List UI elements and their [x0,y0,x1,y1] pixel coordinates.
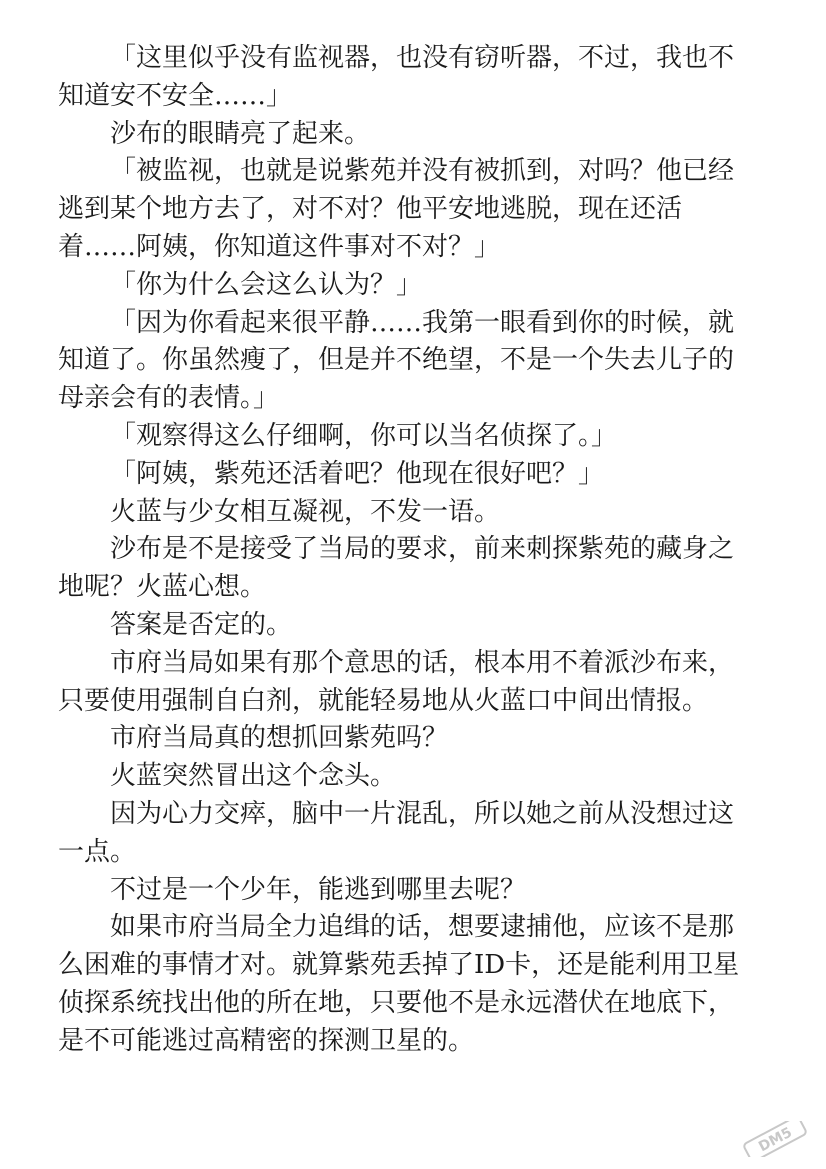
paragraph-12: 市府当局真的想抓回紫苑吗？ [110,723,449,754]
paragraph-3: 「被监视，也就是说紫苑并没有被抓到，对吗？他已经 逃到某个地方去了，对不对？他平安地逃脱，现在还活 着……阿姨，你知道这件事对不对？」 [58,156,735,262]
body-text [58,40,758,1061]
paragraph-2: 沙布的眼睛亮了起来。 [110,118,371,149]
paragraph-1: 「这里似乎没有监视器，也没有窃听器，不过，我也不 知道安不安全……」 [58,43,735,111]
paragraph-15: 不过是一个少年，能逃到哪里去呢？ [110,874,527,905]
dm5-logo-icon [738,1121,812,1157]
paragraph-10: 答案是否定的。 [110,609,293,640]
paragraph-14: 因为心力交瘁，脑中一片混乱，所以她之前从没想过这 一点。 [58,798,735,867]
paragraph-7: 「阿姨，紫苑还活着吧？他现在很好吧？」 [110,458,605,489]
paragraph-13: 火蓝突然冒出这个念头。 [110,761,397,792]
paragraph-5: 「因为你看起来很平静……我第一眼看到你的时候，就 知道了。你虽然瘦了，但是并不绝望，不是一个失去儿子的 母亲会有的表情。」 [58,307,735,414]
paragraph-4: 「你为什么会这么认为？」 [110,269,423,300]
paragraph-8: 火蓝与少女相互凝视，不发一语。 [110,496,501,527]
svg-text:DM5: DM5 [756,1124,795,1156]
paragraph-9: 沙布是不是接受了当局的要求，前来刺探紫苑的藏身之 地呢？火蓝心想。 [58,534,735,603]
paragraph-6: 「观察得这么仔细啊，你可以当名侦探了。」 [110,420,618,451]
paragraph-16: 如果市府当局全力追缉的话，想要逮捕他，应该不是那 么困难的事情才对。就算紫苑丢掉了ID卡，还是能利用卫星 侦探系统找出他的所在地，只要他不是永远潜伏在地底下， 是不可能逃过高精密的探测卫星的。 [58,912,740,1056]
paragraph-11: 市府当局如果有那个意思的话，根本用不着派沙布来， 只要使用强制自白剂，就能轻易地从火蓝口中间出情报。 [58,647,735,716]
